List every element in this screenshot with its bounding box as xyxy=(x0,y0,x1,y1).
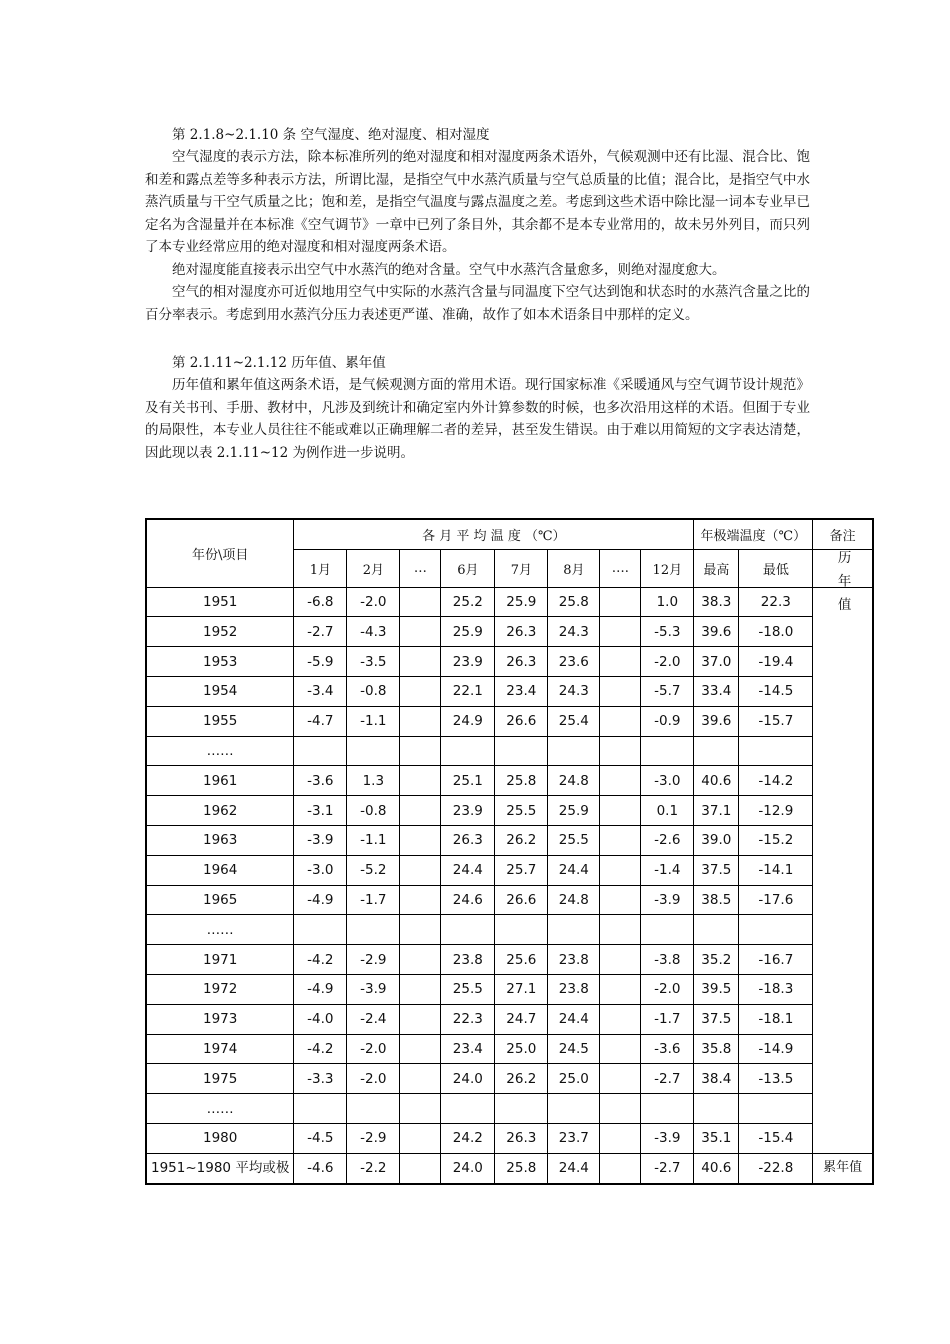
value-cell: -3.0 xyxy=(294,855,347,885)
value-cell xyxy=(400,706,441,736)
value-cell: -3.1 xyxy=(294,796,347,826)
value-cell: -16.7 xyxy=(739,945,813,975)
value-cell: -2.6 xyxy=(641,825,694,855)
value-cell: -14.1 xyxy=(739,855,813,885)
value-cell xyxy=(739,736,813,766)
value-cell: -3.9 xyxy=(641,885,694,915)
value-cell: 25.0 xyxy=(495,1034,548,1064)
summary-value-cell: -22.8 xyxy=(739,1153,813,1183)
table-row xyxy=(146,706,873,736)
month-header: … xyxy=(400,549,441,587)
summary-value-cell xyxy=(400,1153,441,1183)
value-cell: 26.3 xyxy=(495,647,548,677)
year-cell: 1971 xyxy=(146,945,294,975)
value-cell: -2.0 xyxy=(641,647,694,677)
summary-label-cell: 1951~1980 平均或极 xyxy=(146,1153,294,1183)
year-cell: 1964 xyxy=(146,855,294,885)
remark-historical: 历年值 xyxy=(813,549,873,587)
value-cell: -3.9 xyxy=(294,825,347,855)
value-cell: 24.6 xyxy=(441,885,495,915)
extreme-header-min: 最低 xyxy=(739,549,813,587)
value-cell: -3.8 xyxy=(641,945,694,975)
table-row xyxy=(146,676,873,706)
value-cell xyxy=(400,736,441,766)
value-cell xyxy=(641,1094,694,1124)
value-cell: -2.0 xyxy=(347,1034,400,1064)
value-cell xyxy=(739,1094,813,1124)
value-cell: -14.5 xyxy=(739,676,813,706)
value-cell: 24.3 xyxy=(548,676,600,706)
value-cell: -3.4 xyxy=(294,676,347,706)
table-row xyxy=(146,617,873,647)
value-cell xyxy=(495,736,548,766)
value-cell xyxy=(400,825,441,855)
value-cell xyxy=(400,915,441,945)
value-cell xyxy=(400,1034,441,1064)
value-cell: 24.0 xyxy=(441,1064,495,1094)
table-row xyxy=(146,1034,873,1064)
value-cell: 26.2 xyxy=(495,1064,548,1094)
value-cell: 23.8 xyxy=(441,945,495,975)
table-row xyxy=(146,736,873,766)
value-cell xyxy=(400,766,441,796)
value-cell: 25.4 xyxy=(548,706,600,736)
value-cell xyxy=(600,825,641,855)
value-cell: 1.0 xyxy=(641,587,694,617)
value-cell xyxy=(400,796,441,826)
value-cell: 38.5 xyxy=(694,885,739,915)
value-cell: 24.5 xyxy=(548,1034,600,1064)
value-cell xyxy=(400,587,441,617)
value-cell xyxy=(600,647,641,677)
year-cell: 1975 xyxy=(146,1064,294,1094)
value-cell xyxy=(600,1064,641,1094)
year-cell: 1963 xyxy=(146,825,294,855)
value-cell xyxy=(600,736,641,766)
value-cell: 33.4 xyxy=(694,676,739,706)
value-cell xyxy=(600,915,641,945)
month-header: 7月 xyxy=(495,549,548,587)
year-cell: …… xyxy=(146,1094,294,1124)
value-cell: -2.7 xyxy=(641,1064,694,1094)
value-cell: 25.9 xyxy=(548,796,600,826)
value-cell: 37.1 xyxy=(694,796,739,826)
value-cell: 23.8 xyxy=(548,945,600,975)
value-cell: 25.8 xyxy=(548,587,600,617)
value-cell: 22.3 xyxy=(441,1004,495,1034)
value-cell: 25.6 xyxy=(495,945,548,975)
table-row xyxy=(146,915,873,945)
value-cell xyxy=(548,915,600,945)
value-cell xyxy=(400,1064,441,1094)
document-body xyxy=(145,124,810,464)
value-cell: -4.0 xyxy=(294,1004,347,1034)
value-cell: -3.9 xyxy=(641,1123,694,1153)
paragraph: 空气湿度的表示方法，除本标准所列的绝对湿度和相对湿度两条术语外，气候观测中还有比湿、混合比、饱和差和露点差等多种表示方法，所谓比湿，是指空气中水蒸汽质量与空气总质量的比值；混合比，是指空气中水蒸汽质量与干空气质量之比；饱和差，是指空气温度与露点温度之差。考虑到这些术语中除比湿一词本专业早已定名为含湿量并在本标准《空气调节》一章中已列了条目外，其余都不是本专业常用的，故未另外列目，而只列了本专业经常应用的绝对湿度和相对湿度两条术语。 xyxy=(145,149,810,255)
value-cell: 1.3 xyxy=(347,766,400,796)
value-cell xyxy=(347,915,400,945)
value-cell: -2.7 xyxy=(294,617,347,647)
value-cell xyxy=(641,736,694,766)
value-cell: -1.4 xyxy=(641,855,694,885)
value-cell xyxy=(400,945,441,975)
value-cell: -4.9 xyxy=(294,974,347,1004)
value-cell: -2.9 xyxy=(347,1123,400,1153)
value-cell: -1.1 xyxy=(347,706,400,736)
value-cell: -3.3 xyxy=(294,1064,347,1094)
year-cell: 1962 xyxy=(146,796,294,826)
value-cell xyxy=(294,1094,347,1124)
summary-value-cell: -2.2 xyxy=(347,1153,400,1183)
year-cell: …… xyxy=(146,915,294,945)
value-cell: 35.1 xyxy=(694,1123,739,1153)
table-row xyxy=(146,766,873,796)
value-cell: 27.1 xyxy=(495,974,548,1004)
month-header: 12月 xyxy=(641,549,694,587)
value-cell: 23.4 xyxy=(441,1034,495,1064)
value-cell xyxy=(739,915,813,945)
value-cell: 35.8 xyxy=(694,1034,739,1064)
value-cell xyxy=(600,766,641,796)
remark-cumulative: 累年值 xyxy=(813,1153,873,1183)
value-cell: -4.5 xyxy=(294,1123,347,1153)
value-cell: -1.1 xyxy=(347,825,400,855)
month-header: 8月 xyxy=(548,549,600,587)
value-cell xyxy=(347,736,400,766)
value-cell: 26.3 xyxy=(441,825,495,855)
value-cell: -5.2 xyxy=(347,855,400,885)
value-cell: 39.0 xyxy=(694,825,739,855)
section-heading-annual-values: 第 2.1.11~2.1.12 历年值、累年值 xyxy=(172,355,386,371)
value-cell xyxy=(600,974,641,1004)
value-cell: -19.4 xyxy=(739,647,813,677)
value-cell: -12.9 xyxy=(739,796,813,826)
value-cell: 25.1 xyxy=(441,766,495,796)
value-cell xyxy=(400,617,441,647)
value-cell: 25.5 xyxy=(548,825,600,855)
value-cell: 39.5 xyxy=(694,974,739,1004)
value-cell xyxy=(641,915,694,945)
value-cell: 25.7 xyxy=(495,855,548,885)
value-cell: -3.6 xyxy=(294,766,347,796)
table-row xyxy=(146,1094,873,1124)
summary-value-cell: 25.8 xyxy=(495,1153,548,1183)
value-cell xyxy=(400,1094,441,1124)
table-row xyxy=(146,974,873,1004)
value-cell: -4.2 xyxy=(294,1034,347,1064)
table-row xyxy=(146,1064,873,1094)
table-row xyxy=(146,1123,873,1153)
value-cell: 24.4 xyxy=(548,855,600,885)
summary-value-cell xyxy=(600,1153,641,1183)
value-cell: 23.8 xyxy=(548,974,600,1004)
value-cell: 24.4 xyxy=(548,1004,600,1034)
value-cell: 22.1 xyxy=(441,676,495,706)
year-cell: 1955 xyxy=(146,706,294,736)
value-cell xyxy=(400,855,441,885)
paragraph: 历年值和累年值这两条术语，是气候观测方面的常用术语。现行国家标准《采暖通风与空气调节设计规范》及有关书刊、手册、教材中，凡涉及到统计和确定室内外计算参数的时候，也多次沿用这样的术语。但囿于专业的局限性，本专业人员往往不能或难以正确理解二者的差异，甚至发生错误。由于难以用简短的文字表达清楚，因此现以表 2.1.11~12 为例作进一步说明。 xyxy=(145,377,810,461)
value-cell: -2.9 xyxy=(347,945,400,975)
value-cell xyxy=(294,736,347,766)
value-cell xyxy=(694,1094,739,1124)
value-cell: -13.5 xyxy=(739,1064,813,1094)
value-cell: -4.2 xyxy=(294,945,347,975)
value-cell xyxy=(400,885,441,915)
value-cell xyxy=(600,1123,641,1153)
value-cell xyxy=(600,1004,641,1034)
value-cell: -17.6 xyxy=(739,885,813,915)
value-cell: -5.7 xyxy=(641,676,694,706)
value-cell: -5.9 xyxy=(294,647,347,677)
value-cell: -0.8 xyxy=(347,796,400,826)
value-cell: 25.9 xyxy=(441,617,495,647)
value-cell: 25.9 xyxy=(495,587,548,617)
value-cell xyxy=(600,1034,641,1064)
table-row xyxy=(146,855,873,885)
value-cell: -14.9 xyxy=(739,1034,813,1064)
value-cell: 0.1 xyxy=(641,796,694,826)
value-cell: -14.2 xyxy=(739,766,813,796)
value-cell: 26.3 xyxy=(495,617,548,647)
month-header: 1月 xyxy=(294,549,347,587)
value-cell xyxy=(600,855,641,885)
value-cell: 24.4 xyxy=(441,855,495,885)
value-cell: 24.8 xyxy=(548,766,600,796)
header-remark: 备注 xyxy=(813,519,873,549)
value-cell xyxy=(600,1094,641,1124)
value-cell: 26.6 xyxy=(495,885,548,915)
value-cell xyxy=(600,945,641,975)
value-cell xyxy=(548,1094,600,1124)
table-row xyxy=(146,825,873,855)
year-cell: 1951 xyxy=(146,587,294,617)
header-year-item: 年份\项目 xyxy=(146,519,294,587)
value-cell: 25.8 xyxy=(495,766,548,796)
value-cell xyxy=(400,974,441,1004)
value-cell: -15.4 xyxy=(739,1123,813,1153)
value-cell: 40.6 xyxy=(694,766,739,796)
year-cell: …… xyxy=(146,736,294,766)
value-cell: -2.4 xyxy=(347,1004,400,1034)
value-cell: 22.3 xyxy=(739,587,813,617)
month-header: 6月 xyxy=(441,549,495,587)
value-cell xyxy=(495,1094,548,1124)
extreme-header-max: 最高 xyxy=(694,549,739,587)
value-cell: 37.5 xyxy=(694,855,739,885)
value-cell xyxy=(294,915,347,945)
summary-value-cell: 24.0 xyxy=(441,1153,495,1183)
section-heading-humidity: 第 2.1.8~2.1.10 条 空气湿度、绝对湿度、相对湿度 xyxy=(172,127,490,143)
value-cell: 24.8 xyxy=(548,885,600,915)
value-cell xyxy=(400,647,441,677)
value-cell xyxy=(600,706,641,736)
value-cell: 26.2 xyxy=(495,825,548,855)
value-cell xyxy=(600,617,641,647)
value-cell xyxy=(600,676,641,706)
value-cell: 23.4 xyxy=(495,676,548,706)
value-cell: 38.3 xyxy=(694,587,739,617)
value-cell: 37.5 xyxy=(694,1004,739,1034)
value-cell: 26.6 xyxy=(495,706,548,736)
value-cell: 25.0 xyxy=(548,1064,600,1094)
value-cell: 23.7 xyxy=(548,1123,600,1153)
value-cell: 39.6 xyxy=(694,617,739,647)
value-cell: 24.9 xyxy=(441,706,495,736)
value-cell: -5.3 xyxy=(641,617,694,647)
value-cell: 37.0 xyxy=(694,647,739,677)
year-cell: 1973 xyxy=(146,1004,294,1034)
temperature-table xyxy=(145,518,874,1185)
value-cell: -18.1 xyxy=(739,1004,813,1034)
value-cell xyxy=(600,587,641,617)
value-cell: -15.2 xyxy=(739,825,813,855)
value-cell: -18.3 xyxy=(739,974,813,1004)
summary-value-cell: 24.4 xyxy=(548,1153,600,1183)
value-cell xyxy=(694,915,739,945)
value-cell: 25.5 xyxy=(441,974,495,1004)
header-monthly-avg: 各 月 平 均 温 度 （℃） xyxy=(294,519,694,549)
value-cell xyxy=(441,736,495,766)
summary-value-cell: -4.6 xyxy=(294,1153,347,1183)
table-row xyxy=(146,885,873,915)
value-cell: 24.2 xyxy=(441,1123,495,1153)
value-cell xyxy=(400,1123,441,1153)
value-cell: -15.7 xyxy=(739,706,813,736)
year-cell: 1952 xyxy=(146,617,294,647)
value-cell: 23.9 xyxy=(441,647,495,677)
value-cell: -18.0 xyxy=(739,617,813,647)
year-cell: 1980 xyxy=(146,1123,294,1153)
value-cell xyxy=(441,915,495,945)
value-cell: -3.0 xyxy=(641,766,694,796)
value-cell: -0.8 xyxy=(347,676,400,706)
table-row xyxy=(146,647,873,677)
value-cell: -3.5 xyxy=(347,647,400,677)
value-cell: -6.8 xyxy=(294,587,347,617)
value-cell xyxy=(600,885,641,915)
summary-row xyxy=(146,1153,873,1183)
month-header: 2月 xyxy=(347,549,400,587)
value-cell: -4.3 xyxy=(347,617,400,647)
year-cell: 1954 xyxy=(146,676,294,706)
table-row xyxy=(146,945,873,975)
value-cell: 38.4 xyxy=(694,1064,739,1094)
value-cell xyxy=(400,1004,441,1034)
value-cell: -2.0 xyxy=(347,1064,400,1094)
value-cell: -1.7 xyxy=(641,1004,694,1034)
value-cell xyxy=(600,796,641,826)
value-cell: 24.7 xyxy=(495,1004,548,1034)
summary-value-cell: -2.7 xyxy=(641,1153,694,1183)
year-cell: 1961 xyxy=(146,766,294,796)
summary-value-cell: 40.6 xyxy=(694,1153,739,1183)
value-cell: -4.7 xyxy=(294,706,347,736)
year-cell: 1974 xyxy=(146,1034,294,1064)
value-cell: -2.0 xyxy=(641,974,694,1004)
value-cell: -0.9 xyxy=(641,706,694,736)
value-cell: 39.6 xyxy=(694,706,739,736)
month-header: …. xyxy=(600,549,641,587)
value-cell: 23.6 xyxy=(548,647,600,677)
year-cell: 1953 xyxy=(146,647,294,677)
value-cell xyxy=(441,1094,495,1124)
value-cell: -3.6 xyxy=(641,1034,694,1064)
year-cell: 1965 xyxy=(146,885,294,915)
paragraph: 空气的相对湿度亦可近似地用空气中实际的水蒸汽含量与同温度下空气达到饱和状态时的水蒸汽含量之比的百分率表示。考虑到用水蒸汽分压力表述更严谨、准确，故作了如本术语条目中那样的定义。 xyxy=(145,284,810,323)
value-cell: -2.0 xyxy=(347,587,400,617)
value-cell xyxy=(548,736,600,766)
value-cell xyxy=(694,736,739,766)
paragraph: 绝对湿度能直接表示出空气中水蒸汽的绝对含量。空气中水蒸汽含量愈多，则绝对湿度愈大。 xyxy=(172,261,726,278)
value-cell xyxy=(495,915,548,945)
year-cell: 1972 xyxy=(146,974,294,1004)
value-cell: 25.2 xyxy=(441,587,495,617)
table-row xyxy=(146,1004,873,1034)
header-annual-extreme: 年极端温度（℃） xyxy=(694,519,813,549)
value-cell: -3.9 xyxy=(347,974,400,1004)
value-cell xyxy=(347,1094,400,1124)
value-cell: 24.3 xyxy=(548,617,600,647)
table-row xyxy=(146,796,873,826)
value-cell: 23.9 xyxy=(441,796,495,826)
value-cell xyxy=(400,676,441,706)
value-cell: -1.7 xyxy=(347,885,400,915)
value-cell: 25.5 xyxy=(495,796,548,826)
value-cell: -4.9 xyxy=(294,885,347,915)
value-cell: 26.3 xyxy=(495,1123,548,1153)
table-row xyxy=(146,587,873,617)
value-cell: 35.2 xyxy=(694,945,739,975)
